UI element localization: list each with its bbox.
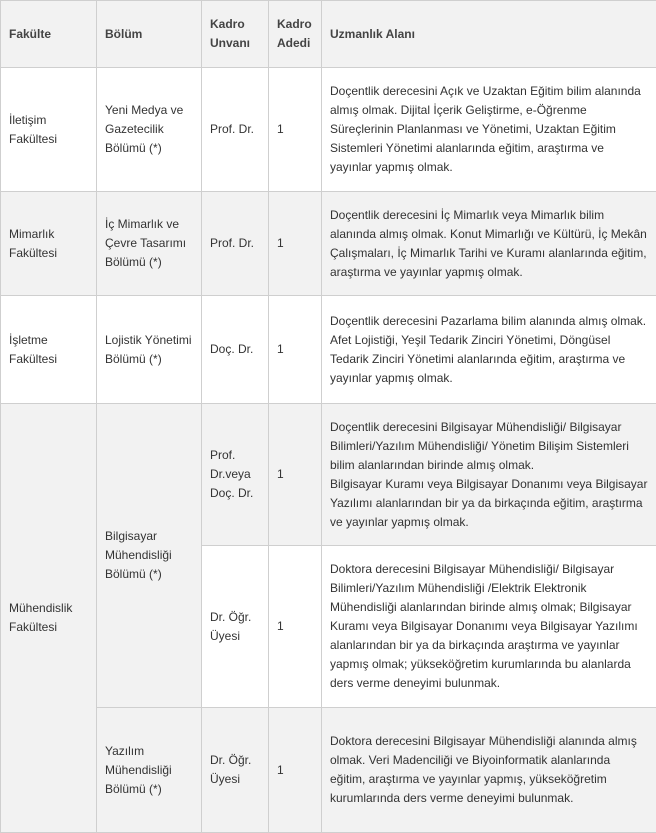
faculty-cell: Mühendislik Fakültesi [1,404,97,833]
specialty-cell: Doçentlik derecesini Açık ve Uzaktan Eğitim bilim alanında almış olmak. Dijital İçerik Geliştirme, e-Öğrenme Süreçlerinin Planlanması ve Yönetimi, Uzaktan Eğitim Sistemleri Yönetimi alanlarında eğitim, araştırma ve yayınlar yapmış olmak. [322,68,656,192]
department-cell: İç Mimarlık ve Çevre Tasarımı Bölümü (*) [97,192,202,296]
position-title-cell: Prof. Dr.veya Doç. Dr. [202,404,269,546]
position-title-cell: Doç. Dr. [202,296,269,404]
header-specialty: Uzmanlık Alanı [322,1,656,68]
table-row [1,708,656,833]
header-department: Bölüm [97,1,202,68]
faculty-cell: Mimarlık Fakültesi [1,192,97,296]
position-count-cell: 1 [269,546,322,708]
specialty-cell: Doktora derecesini Bilgisayar Mühendisliği/ Bilgisayar Bilimleri/Yazılım Mühendisliği /Elektrik Elektronik Mühendisliği alanlarından birinde almış olmak; Bilgisayar Kuramı veya Bilgisayar Donanımı veya Bilgisayar Yazılımı alanlarından bir ya da birkaçında araştırma ve yayınlar yapmış olmak; yükseköğretim kurumlarında bu alanlarda ders verme deneyimi bulunmak. [322,546,656,708]
header-position-count [269,1,322,68]
header-position-count-line1: Kadro [277,17,312,31]
table-row [1,192,656,296]
header-position-count-line2: Adedi [277,36,310,50]
position-title-cell: Dr. Öğr. Üyesi [202,708,269,833]
specialty-text-part2: Bilgisayar Kuramı veya Bilgisayar Donanımı veya Bilgisayar Yazılımı alanlarından bir ya da birkaçında eğitim, araştırma ve yayınlar yapmış olmak. [330,475,648,532]
faculty-cell: İletişim Fakültesi [1,68,97,192]
table-header-row [1,1,656,68]
specialty-cell: Doçentlik derecesini Pazarlama bilim alanında almış olmak. Afet Lojistiği, Yeşil Tedarik Zinciri Yönetimi, Döngüsel Tedarik Zinciri Yönetimi alanlarında eğitim, araştırma ve yayınlar yapmış olmak. [322,296,656,404]
faculty-cell: İşletme Fakültesi [1,296,97,404]
specialty-cell: Doktora derecesini Bilgisayar Mühendisliği alanında almış olmak. Veri Madenciliği ve Biyoinformatik alanlarında eğitim, araştırma ve yayınlar yapmış, yükseköğretim kurumlarında ders verme deneyimi bulunmak. [322,708,656,833]
header-faculty: Fakülte [1,1,97,68]
department-cell: Lojistik Yönetimi Bölümü (*) [97,296,202,404]
table-row [1,404,656,546]
table-row [1,68,656,192]
department-cell: Yazılım Mühendisliği Bölümü (*) [97,708,202,833]
position-count-cell: 1 [269,192,322,296]
header-position-title-line2: Unvanı [210,36,250,50]
position-title-cell: Prof. Dr. [202,192,269,296]
specialty-text-part1: Doçentlik derecesini Bilgisayar Mühendisliği/ Bilgisayar Bilimleri/Yazılım Mühendisliği/ Yönetim Bilişim Sistemleri bilim alanlarından birinde almış olmak. [330,418,648,475]
position-count-cell: 1 [269,68,322,192]
position-count-cell: 1 [269,708,322,833]
position-title-cell: Prof. Dr. [202,68,269,192]
position-title-cell: Dr. Öğr. Üyesi [202,546,269,708]
specialty-cell: Doçentlik derecesini İç Mimarlık veya Mimarlık bilim alanında almış olmak. Konut Mimarlığı ve Kültürü, İç Mekân Çalışmaları, İç Mimarlık Tarihi ve Kuramı alanlarında eğitim, araştırma ve yayınlar yapmış olmak. [322,192,656,296]
department-cell: Yeni Medya ve Gazetecilik Bölümü (*) [97,68,202,192]
header-position-title [202,1,269,68]
header-position-title-line1: Kadro [210,17,245,31]
position-count-cell: 1 [269,404,322,546]
table-row [1,296,656,404]
position-count-cell: 1 [269,296,322,404]
specialty-cell [322,404,656,546]
department-cell: Bilgisayar Mühendisliği Bölümü (*) [97,404,202,708]
